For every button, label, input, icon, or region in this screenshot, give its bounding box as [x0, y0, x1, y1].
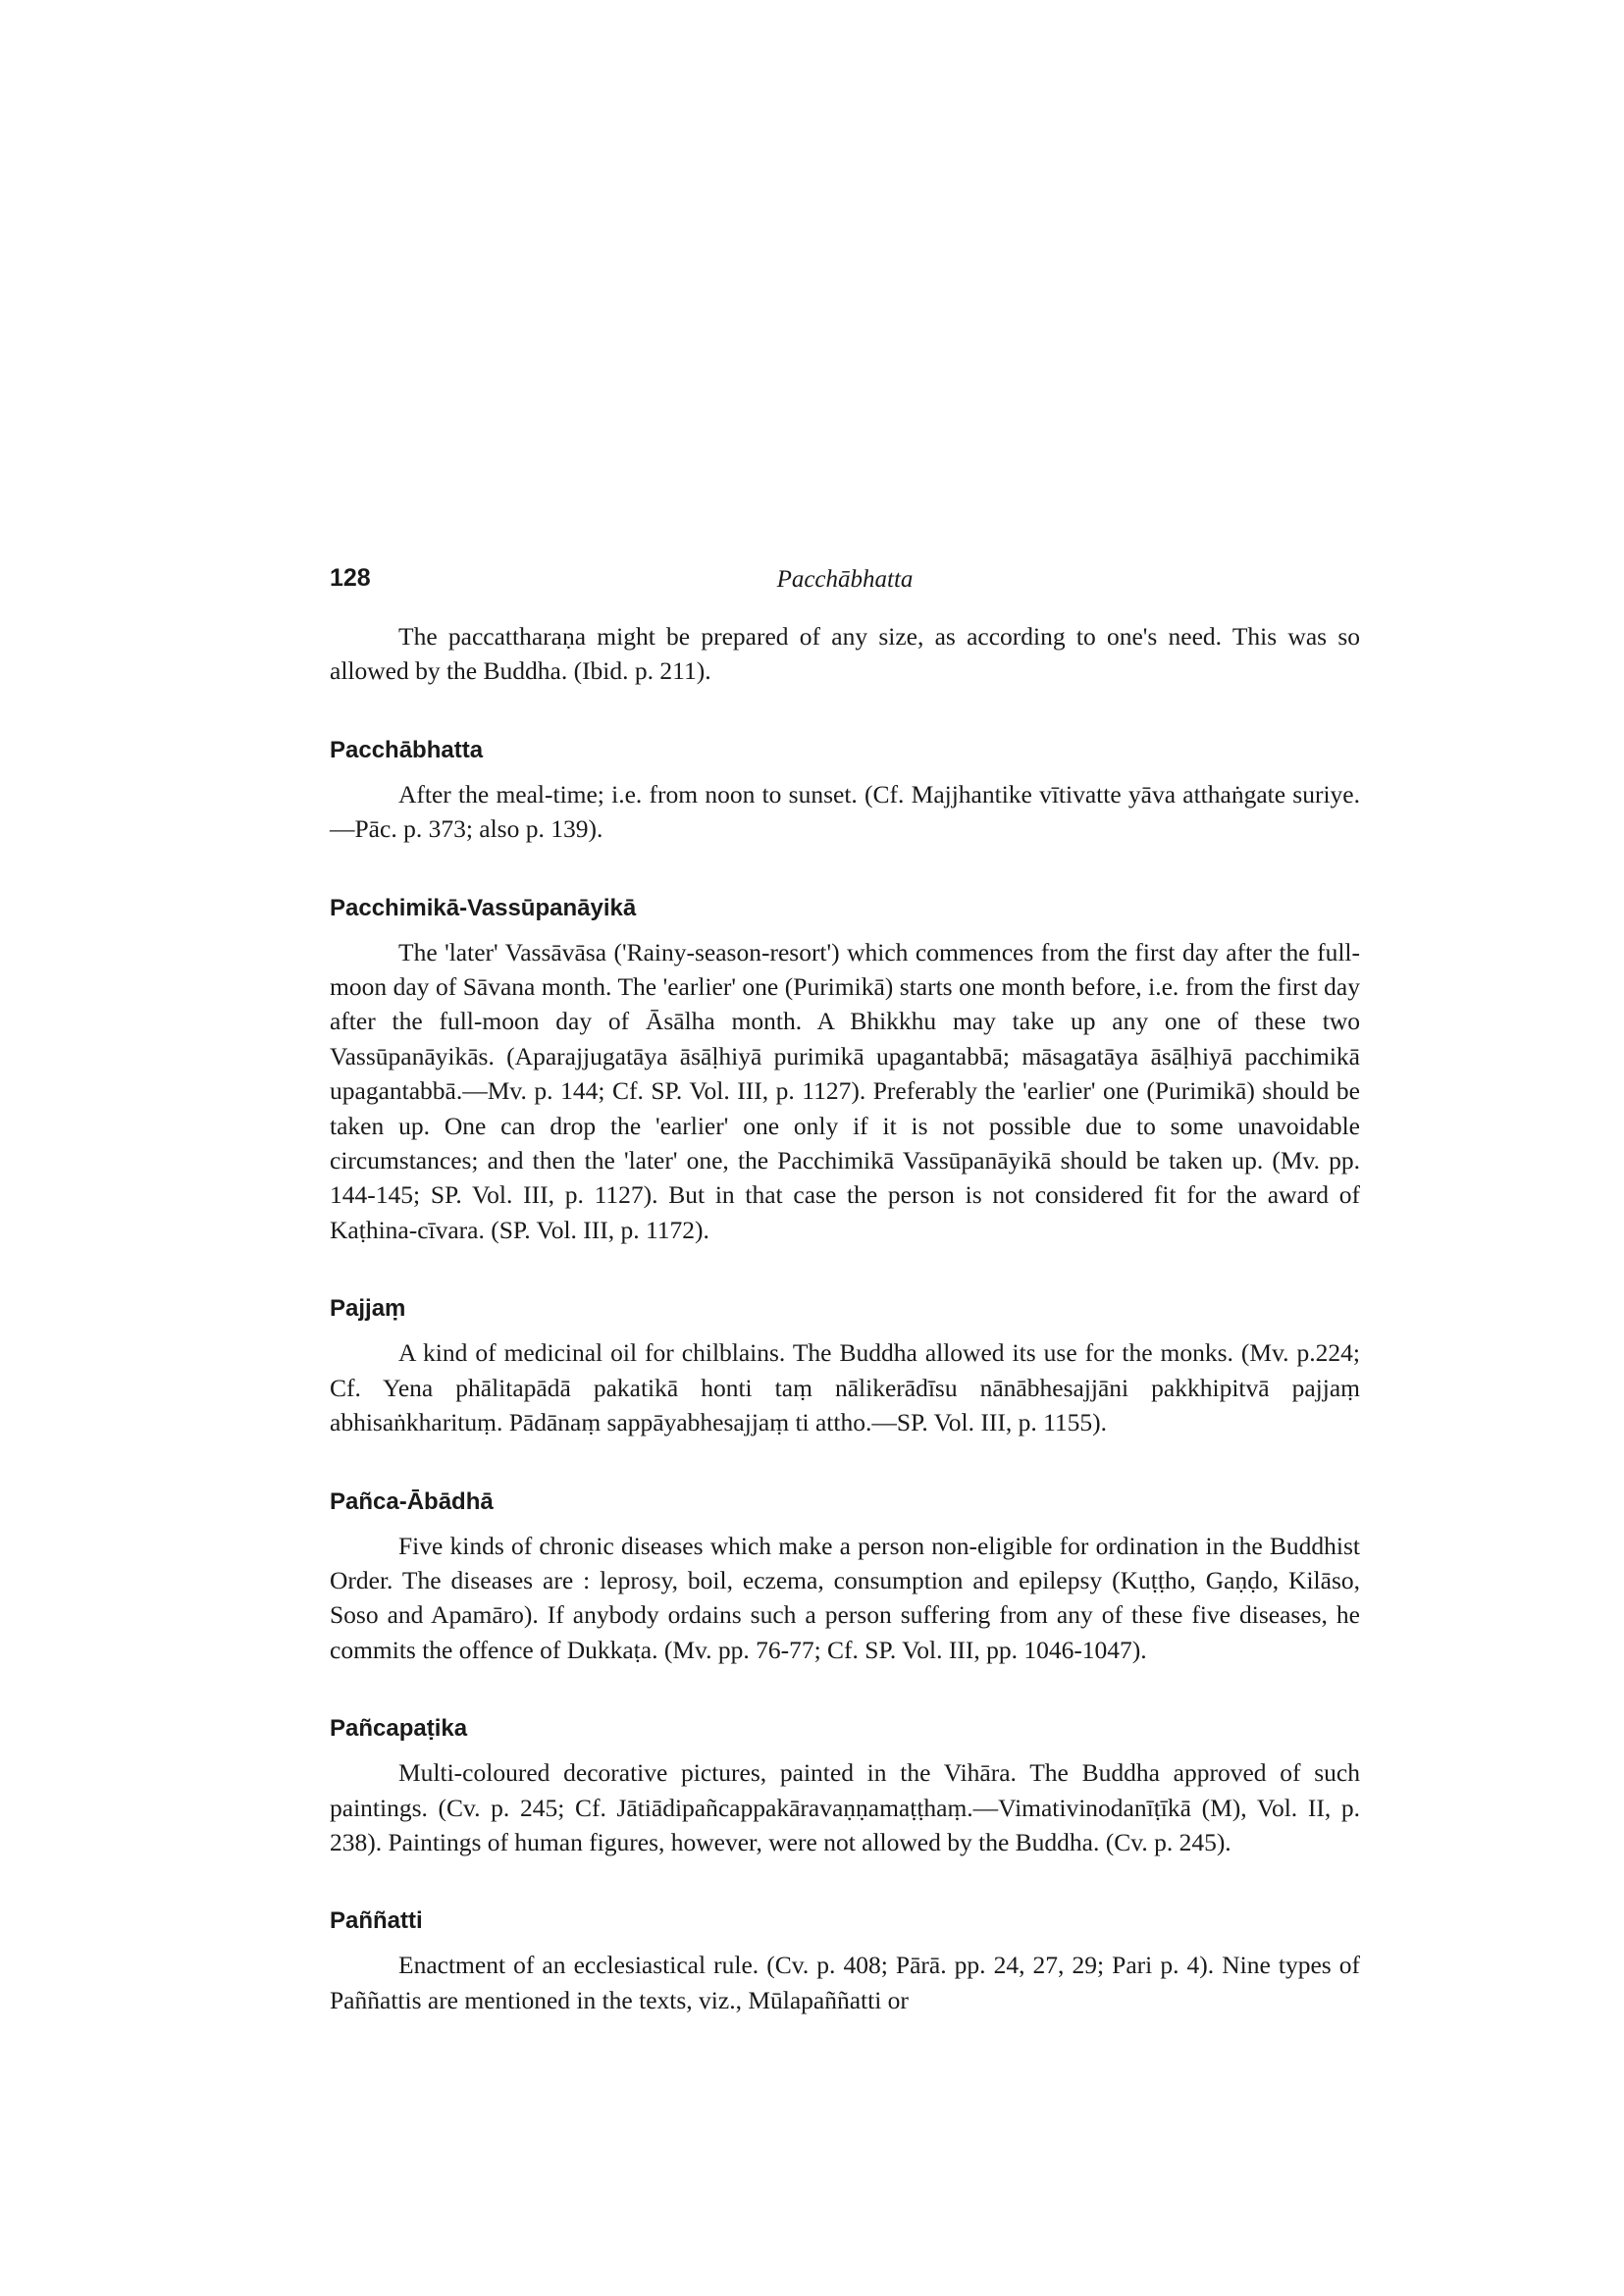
entry-pacchimika-vassupanayika	[330, 894, 1360, 1248]
intro-paragraph: The paccattharaṇa might be prepared of any size, as according to one's need. This was so allowed by the Buddha. (Ibid. p. 211).	[330, 622, 1360, 686]
entry-panca-abadha	[330, 1487, 1360, 1668]
entry-headword: Pacchimikā-Vassūpanāyikā	[330, 894, 637, 921]
entry-pajjam	[330, 1294, 1360, 1439]
entry-headword: Pañca-Ābādhā	[330, 1487, 494, 1515]
entry-definition: A kind of medicinal oil for chilblains. The Buddha allowed its use for the monks. (Mv. p.224; Cf. Yena phālitapādā pakatikā honti taṃ nālikerādīsu nānābhesajjāni pakkhipitvā pajjaṃ abhisaṅkharituṃ. Pādānaṃ sappāyabhesajjaṃ ti attho.—SP. Vol. III, p. 1155).	[330, 1338, 1360, 1437]
running-title: Pacchābhatta	[776, 566, 914, 593]
entry-pancapatika	[330, 1714, 1360, 1859]
entry-headword: Pacchābhatta	[330, 736, 484, 763]
entry-headword: Pajjaṃ	[330, 1295, 406, 1323]
running-head	[330, 564, 1360, 603]
entry-pacchabhatta	[330, 736, 1360, 847]
entry-headword: Pañcapaṭika	[330, 1715, 468, 1743]
entry-definition: Five kinds of chronic diseases which make a person non-eligible for ordination in the Buddhist Order. The diseases are : leprosy, boil, eczema, consumption and epilepsy (Kuṭṭho, Gaṇḍo, Kilāso, Soso and Apamāro). If anybody ordains such a person suffering from any of these five diseases, he commits the offence of Dukkaṭa. (Mv. pp. 76-77; Cf. SP. Vol. III, pp. 1046-1047).	[330, 1531, 1360, 1664]
entry-pannatti	[330, 1906, 1360, 2017]
entry-definition: After the meal-time; i.e. from noon to sunset. (Cf. Majjhantike vītivatte yāva atthaṅgate suriye.—Pāc. p. 373; also p. 139).	[330, 779, 1360, 844]
entry-headword: Paññatti	[330, 1907, 423, 1935]
entry-definition: Enactment of an ecclesiastical rule. (Cv. p. 408; Pārā. pp. 24, 27, 29; Pari p. 4). Nine types of Paññattis are mentioned in the texts, viz., Mūlapaññatti or	[330, 1951, 1360, 2014]
entry-definition: Multi-coloured decorative pictures, painted in the Vihāra. The Buddha approved of such paintings. (Cv. p. 245; Cf. Jātiādipañcappakāravaṇṇamaṭṭhaṃ.—Vimativinodanīṭīkā (M), Vol. II, p. 238). Paintings of human figures, however, were not allowed by the Buddha. (Cv. p. 245).	[330, 1758, 1360, 1856]
entry-definition: The 'later' Vassāvāsa ('Rainy-season-resort') which commences from the first day after the full-moon day of Sāvana month. The 'earlier' one (Purimikā) starts one month before, i.e. from the first day after the full-moon day of Āsālha month. A Bhikkhu may take up any one of these two Vassūpanāyikās. (Aparajjugatāya āsāḷhiyā purimikā upagantabbā; māsagatāya āsāḷhiyā pacchimikā upagantabbā.—Mv. p. 144; Cf. SP. Vol. III, p. 1127). Preferably the 'earlier' one (Purimikā) should be taken up. One can drop the 'earlier' one only if it is not possible due to some unavoidable circumstances; and then the 'later' one, the Pacchimikā Vassūpanāyikā should be taken up. (Mv. pp. 144-145; SP. Vol. III, p. 1127). But in that case the person is not considered fit for the award of Kaṭhina-cīvara. (SP. Vol. III, p. 1172).	[330, 937, 1360, 1244]
page-number: 128	[330, 564, 371, 592]
document-page	[330, 564, 1360, 2017]
